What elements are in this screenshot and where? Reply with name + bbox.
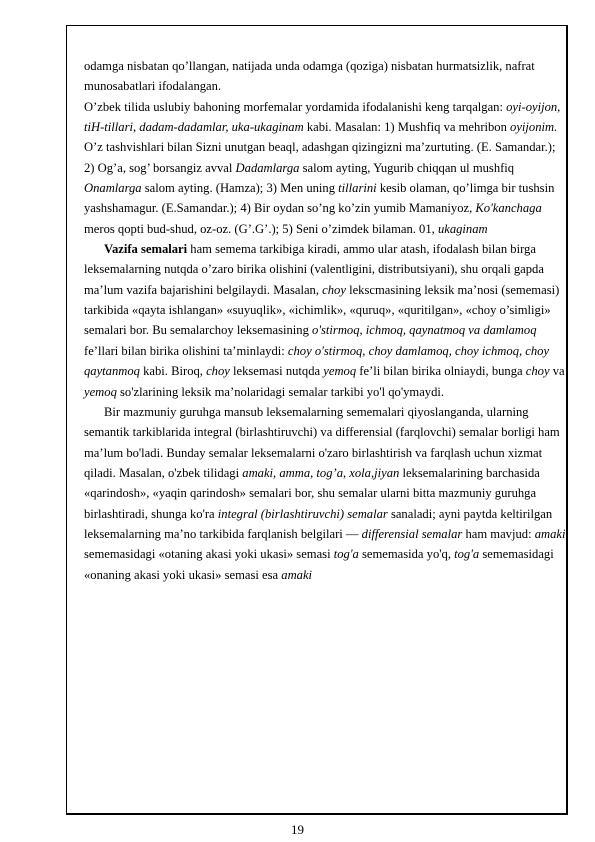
italic-example: amaki, amma, tog’a, xola,jiyan bbox=[242, 465, 400, 480]
paragraph-3 bbox=[84, 239, 566, 402]
text-span: kesib olaman, qo’limga bir tushsin yashshamagur. (E.Samandar.); 4) Bir oydan so’ng ko’zin yumib Mamaniyoz, bbox=[84, 181, 555, 216]
text-span: lekscmasining leksik ma’nosi (sememasi) tarkibida «qayta ishlangan» «suyuqlik», «ichimlik», «quruq», «quritilgan», «choy o’simligi» semalari bor. Bu semalarchoy leksemasining bbox=[84, 282, 560, 338]
text-span: odamga nisbatan qo’llangan, natijada unda odamga (qoziga) nisbatan hurmatsizlik, nafrat munosabatlari ifodalangan. bbox=[84, 59, 535, 94]
paragraph-1 bbox=[84, 56, 566, 97]
text-span: salom ayting. (Hamza); 3) Men uning bbox=[141, 181, 339, 196]
text-span: fe’li bilan birika olniaydi, bunga bbox=[356, 364, 526, 379]
text-span: sememasida yo'q, bbox=[358, 547, 455, 562]
text-span: so'zlarining leksik ma’nolaridagi semalar tarkibi yo'l qo'ymaydi. bbox=[116, 384, 445, 399]
italic-example: amaki bbox=[534, 526, 566, 541]
page-body bbox=[84, 56, 566, 585]
italic-example: integral (birlashtiruvchi) semalar bbox=[217, 506, 388, 521]
italic-example: tog'a bbox=[454, 547, 480, 562]
text-span: kabi. Biroq, bbox=[139, 364, 207, 379]
italic-example: Ko'kanchaga bbox=[475, 201, 542, 216]
italic-example: differensial semalar bbox=[361, 526, 463, 541]
text-span: salom ayting, Yugurib chiqqan ul mushfiq bbox=[299, 160, 515, 175]
italic-example: choy bbox=[206, 364, 230, 379]
italic-example: yemoq bbox=[84, 384, 117, 399]
text-span: leksemalarining barchasida «qarindosh», «yaqin qarindosh» semalari bor, shu semalar ularni bitta mazmuniy guruhga birlashtiradi, shunga ko'ra bbox=[84, 465, 540, 521]
text-span: O’z tashvishlari bilan Sizni unutgan beaql, adashgan qizingizni ma’zurtuting. (E. Samandar.); 2) Og’a, sog’ borsangiz avval bbox=[84, 140, 556, 175]
italic-example: choy bbox=[322, 282, 346, 297]
paragraph-2 bbox=[84, 97, 566, 239]
italic-example: yemoq bbox=[323, 364, 357, 379]
italic-example: amaki bbox=[281, 567, 313, 582]
text-span: ham semema tarkibiga kiradi, ammo ular atash, ifodalash bilan birga leksemalarning nutqda o’zaro birika olishini (valentligini, distributsiyani), shu orqali gapda ma’lum vazifa bajarishini belgilaydi. Masalan, bbox=[84, 242, 544, 297]
text-span: sememasidagi «onaning akasi yoki ukasi» semasi esa bbox=[84, 547, 554, 582]
text-span: O’zbek tilida uslubiy bahoning morfemalar yordamida ifodalanishi keng tarqalgan: bbox=[84, 99, 507, 114]
text-span: va bbox=[549, 364, 565, 379]
italic-example: Onamlarga bbox=[84, 181, 142, 196]
text-span: sanaladi; ayni paytda keltirilgan leksemalarning ma’no tarkibida farqlanish belgilari — bbox=[84, 506, 553, 541]
italic-example: ukaginam bbox=[437, 221, 488, 236]
italic-example: choy bbox=[525, 364, 550, 379]
bold-term: Vazifa semalari bbox=[104, 242, 188, 257]
text-span: sememasidagi «otaning akasi yoki ukasi» semasi bbox=[84, 547, 334, 562]
italic-example: choy o'stirmoq, choy damlamoq, choy ichmoq, choy qaytanmoq bbox=[84, 343, 550, 379]
italic-example: oyi-oyijon, tiH-tillari, dadam-dadamlar, uka-ukaginam bbox=[84, 99, 561, 135]
paragraph-4 bbox=[84, 402, 566, 585]
text-span: Bir mazmuniy guruhga mansub leksemalarning sememalari qiyoslanganda, ularning semantik tarkiblarida integral (birlashtiruvchi) va differensial (farqlovchi) semalar borligi ham ma’lum bo'ladi. Bunday semalar leksemalarni o'zaro birlashtirish va farqlash uchun xizmat qiladi. Masalan, o'zbek tilidagi bbox=[84, 404, 560, 480]
text-span: fe’llari bilan birika olishini ta’minlaydi: bbox=[84, 343, 288, 358]
italic-example: oyijonim. bbox=[510, 120, 558, 135]
text-span: ham mavjud: bbox=[462, 526, 535, 541]
text-span: meros qopti bud-shud, oz-oz. (G’.G’.); 5) Seni o’zimdek bilaman. 01, bbox=[84, 221, 438, 236]
italic-example: tillarini bbox=[338, 181, 377, 196]
page-number: 19 bbox=[291, 822, 304, 837]
italic-example: Dadamlarga bbox=[235, 160, 300, 175]
text-span: kabi. Masalan: 1) Mushfiq va mehribon bbox=[303, 120, 511, 135]
italic-example: o'stirmoq, ichmoq, qaynatmoq va damlamoq bbox=[312, 323, 537, 338]
text-span: leksemasi nutqda bbox=[229, 364, 324, 379]
italic-example: tog'a bbox=[333, 547, 359, 562]
